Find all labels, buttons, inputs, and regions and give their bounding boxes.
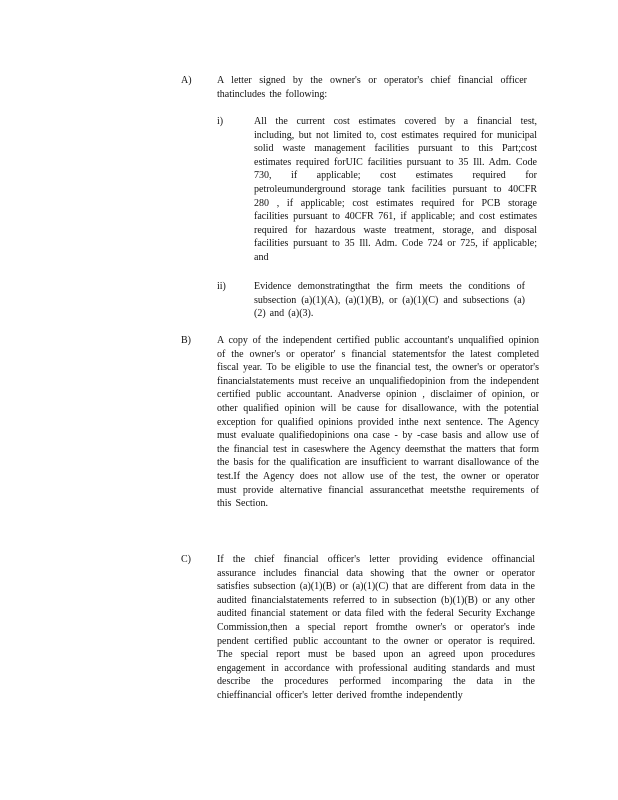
section-a-label: A) bbox=[181, 75, 192, 86]
section-b-label: B) bbox=[181, 335, 191, 346]
section-b-text: A copy of the independent certified public accountant's unqualified opinion of the owner's or operator' s financial statementsfor the latest completed fiscal year. To be eligible to use the financial test, the owner's or operator's financialstatements must receive an unqualifiedopinion from the independent certified public accountant. Anadverse opinion , disclaimer of opinion, or other qualified opinion will be cause for disallowance, with the potential exception for qualified opinions provided inthe next sentence. The Agency must evaluate qualifiedopinions ona case - by -case basis and allow use of the financial test in caseswhere the Agency deemsthat the matters that form the basis for the qualification are insufficient to warrant disallowance of the test.If the Agency does not allow use of the test, the owner or operator must provide alternative financial assurancethat meetsthe requirements of this Section. bbox=[217, 335, 539, 510]
subitem-ii-text: Evidence demonstratingthat the firm meets the conditions of subsection (a)(1)(A), (a)(1)(B), or (a)(1)(C) and subsections (a)(2) and (a)(3). bbox=[254, 281, 525, 320]
subitem-i-label: i) bbox=[217, 116, 224, 127]
section-c-text: If the chief financial officer's letter providing evidence offinancial assurance includes financial data showing that the owner or operator satisfies subsection (a)(1)(B) or (a)(1)(C) that are different from data in the audited financialstatements referred to in subsection (b)(1)(B) or any other audited financial statement or data filed with the federal Security Exchange Commission,then a special report fromthe owner's or operator's inde pendent certified public accountant to the owner or operator is required. The special report must be based upon an agreed upon procedures engagement in accordance with professional auditing standards and must describe the procedures performed incomparing the data in the chieffinancial officer's letter derived fromthe independently bbox=[217, 554, 535, 701]
subitem-i-text: All the current cost estimates covered by a financial test, including, but not limited to, cost estimates required for municipal solid waste management facilities pursuant to this Part;cost estimates required forUIC facilities pursuant to 35 Ill. Adm. Code 730, if applicable; cost estimates required for petroleumunderground storage tank facilities pursuant to 40CFR 280 , if applicable; cost estimates required for PCB storage facilities pursuant to 40CFR 761, if applicable; and cost estimates required for hazardous waste treatment, storage, and disposal facilities pursuant to 35 Ill. Adm. Code 724 or 725, if applicable; and bbox=[254, 116, 537, 263]
section-a-text: A letter signed by the owner's or operator's chief financial officer thatincludes the following: bbox=[217, 75, 527, 100]
subitem-ii-label: ii) bbox=[217, 281, 226, 292]
section-c-label: C) bbox=[181, 554, 191, 565]
